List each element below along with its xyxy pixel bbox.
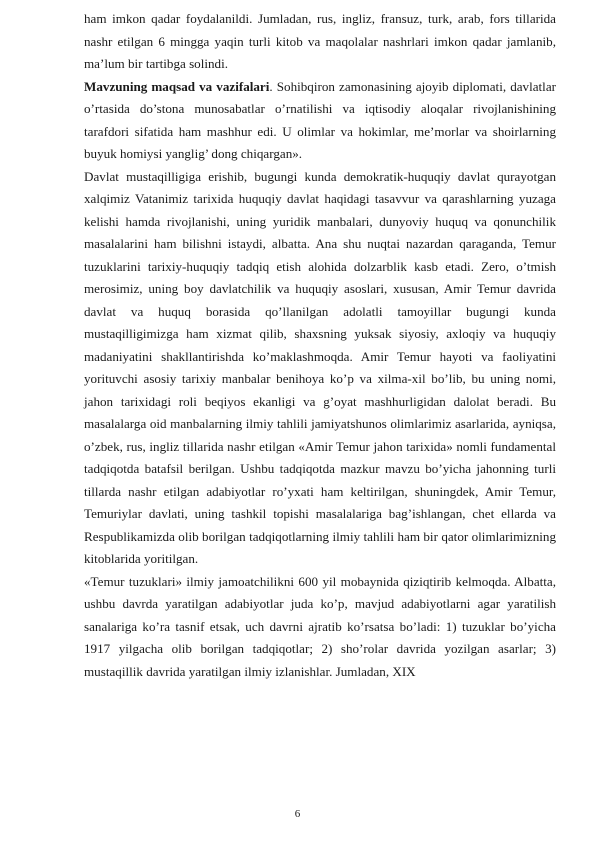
page-number: 6 [294, 808, 301, 820]
paragraph-text: . Sohibqiron zamonasining ajoyib diplomati, davlatlar o’rtasida do’stona munosabatlar o’rnatilishi va iqtisodiy aloqalar rivojlanishining tarafdori sifatida ham mashhur edi. U olimlar va hokimlar, me’morlar va shoirlarning buyuk homiysi yanglig’ dong chiqargan». [84, 78, 556, 161]
paragraph-intro [84, 8, 556, 76]
paragraph-text: Davlat mustaqilligiga erishib, bugungi kunda demokratik-huquqiy davlat qurayotgan xalqimiz Vatanimiz tarixida huquqiy davlat haqidagi tasavvur va qarashlarning yuzaga kelishi hamda rivojlanishi, uning yuridik manbalari, dunyoviy huquq va qonunchilik masalalarini ham bilishni istaydi, albatta. Ana shu nuqtai nazardan qaraganda, Temur tuzuklarini tarixiy-huquqiy tadqiq etish alohida dolzarblik kasb etadi. Zero, o’tmish merosimiz, uning boy davlatchilik va huquqiy asoslari, xususan, Amir Temur davrida davlat va huquq borasida qo’llanilgan adolatli tamoyillar bugungi kunda mustaqilligimizga ham xizmat qilib, shaxsning yuksak siyosiy, axloqiy va huquqiy madaniyatini shakllantirishda ko’maklashmoqda. Amir Temur hayoti va faoliyatini yorituvchi asosiy tarixiy manbalar benihoya ko’p va xilma-xil bo’lib, bu uning nomi, jahon tarixidagi roli beqiyos ekanligi va g’oyat mashhurligidan dalolat beradi. Bu masalalarga oid manbalarning ilmiy tahlili jamiyatshunos olimlarimiz asarlarida, ayniqsa, o’zbek, rus, ingliz tillarida nashr etilgan «Amir Temur jahon tarixida» nomli fundamental tadqiqotda batafsil berilgan. Ushbu tadqiqotda mazkur mavzu bo’yicha jahonning turli tillarda nashr etilgan adabiyotlar ro’yxati ham keltirilgan, shuningdek, Amir Temur, Temuriylar davlati, uning tashkil topishi masalalariga bag’ishlangan, chet ellarda va Respublikamizda olib borilgan tadqiqotlarning ilmiy tahlili ham bir qator olimlarimizning kitoblarida yoritilgan. [84, 168, 556, 566]
paragraph-goals [84, 76, 556, 166]
paragraph-independence [84, 166, 556, 571]
paragraph-text: «Temur tuzuklari» ilmiy jamoatchilikni 600 yil mobaynida qiziqtirib kelmoqda. Albatta, ushbu davrda yaratilgan adabiyotlar juda ko’p, mavjud adabiyotlarni agar yaratilish sanalariga ko’ra tasnif etsak, uch davrni ajratib ko’rsatsa bo’ladi: 1) tuzuklar bo’yicha 1917 yilgacha olib borilgan tadqiqotlar; 2) sho’rolar davrida yozilgan asarlar; 3) mustaqillik davrida yaratilgan ilmiy izlanishlar. Jumladan, XIX [84, 573, 556, 679]
paragraph-text: ham imkon qadar foydalanildi. Jumladan, rus, ingliz, fransuz, turk, arab, fors tillarida nashr etilgan 6 mingga yaqin turli kitob va maqolalar nashrlari imkon qadar jamlanib, ma’lum bir tartibga solindi. [84, 11, 556, 71]
paragraph-tuzuklar [84, 571, 556, 684]
document-page [84, 8, 556, 683]
section-heading-goals: Mavzuning maqsad va vazifalari [84, 78, 270, 94]
